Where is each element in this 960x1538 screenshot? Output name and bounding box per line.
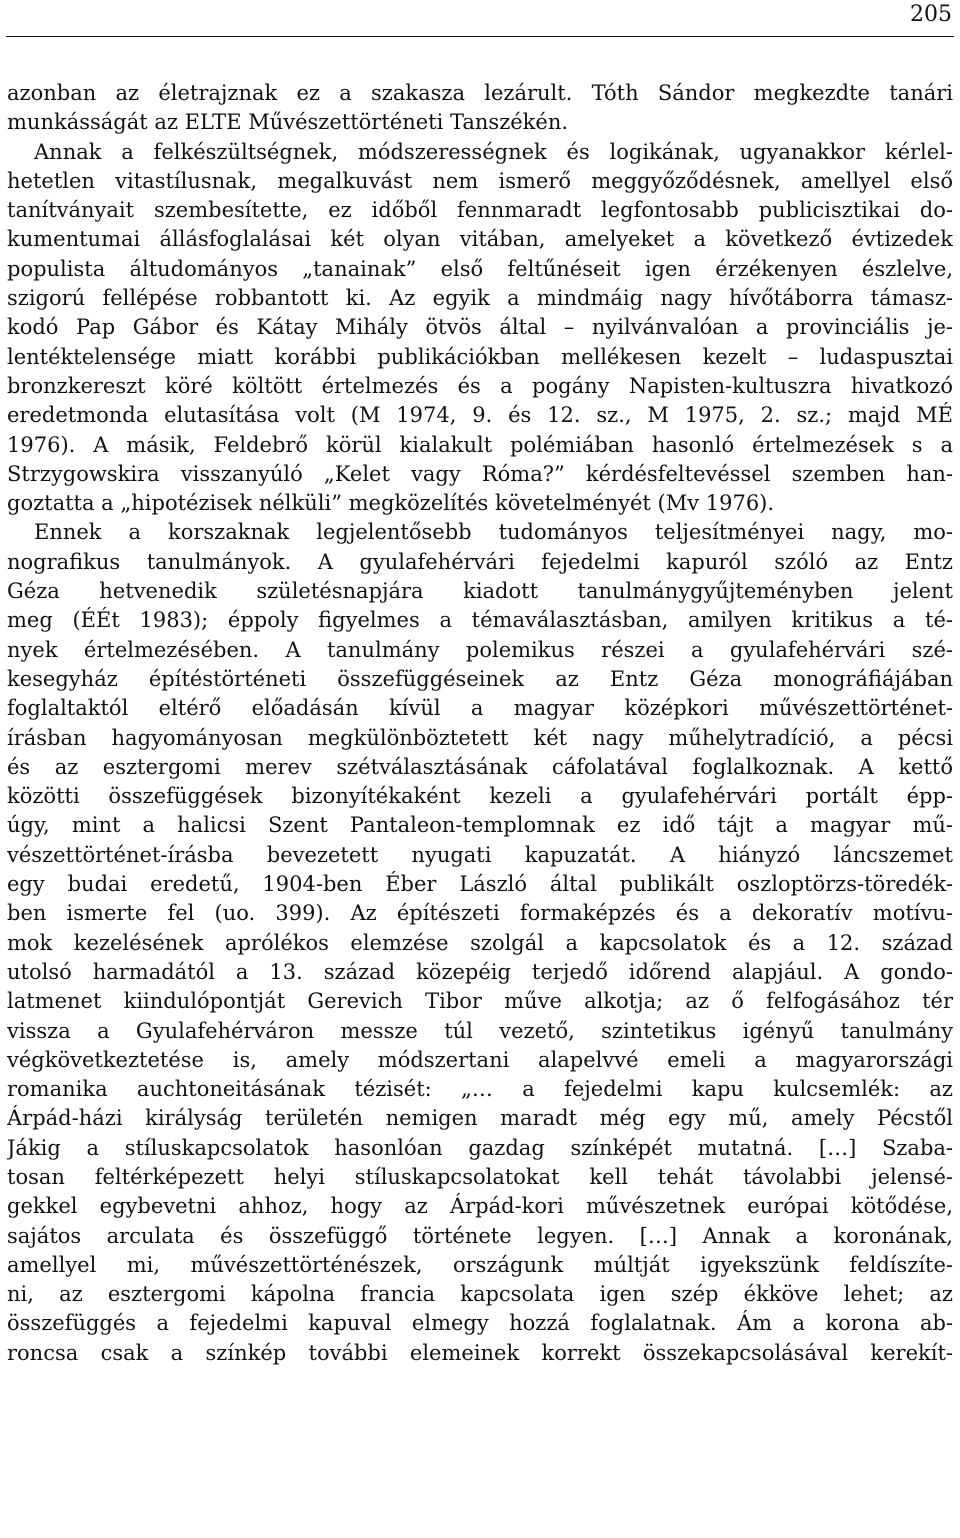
text-line: kodó Pap Gábor és Kátay Mihály ötvös által – nyilvánvalóan a provinciális je- [7, 315, 953, 340]
text-line: sajátos arculata és összefüggő története legyen. […] Annak a koronának, [7, 1223, 953, 1248]
text-line: egy budai eredetű, 1904-ben Éber László által publikált oszloptörzs-töredék- [7, 872, 953, 897]
text-line: tosan feltérképezett helyi stíluskapcsolatokat kell tehát távolabbi jelensé- [7, 1164, 953, 1189]
text-line: meg (ÉÉt 1983); éppoly figyelmes a témaválasztásban, amilyen kritikus a té- [7, 608, 953, 633]
text-line: ben ismerte fel (uo. 399). Az építészeti formaképzés és a dekoratív motívu- [7, 901, 953, 926]
text-line: nyek értelmezésében. A tanulmány polemikus részei a gyulafehérvári szé- [7, 637, 953, 662]
text-line: összefüggés a fejedelmi kapuval elmegy hozzá foglalatnak. Ám a korona ab- [7, 1311, 953, 1336]
text-line: Géza hetvenedik születésnapjára kiadott tanulmánygyűjteményben jelent [7, 579, 953, 604]
text-line: gekkel egybevetni ahhoz, hogy az Árpád-kori művészetnek európai kötődése, [7, 1194, 953, 1219]
text-line: vissza a Gyulafehérváron messze túl vezető, szintetikus igényű tanulmány [7, 1018, 953, 1043]
text-line: Ennek a korszaknak legjelentősebb tudományos teljesítményei nagy, mo- [34, 520, 953, 545]
text-line: végkövetkeztetése is, amely módszertani alapelvvé emeli a magyarországi [7, 1047, 953, 1072]
text-line: Annak a felkészültségnek, módszerességnek és logikának, ugyanakkor kérlel- [34, 139, 953, 164]
text-line: írásban hagyományosan megkülönböztetett két nagy műhelytradíció, a pécsi [7, 725, 953, 750]
text-line: kumentumai állásfoglalásai két olyan vitában, amelyeket a következő évtizedek [7, 227, 953, 252]
header-rule [6, 36, 954, 37]
page-number: 205 [910, 2, 952, 27]
text-line: Strzygowskira visszanyúló „Kelet vagy Róma?” kérdésfeltevéssel szemben han- [7, 461, 953, 486]
text-line: foglaltaktól eltérő előadásán kívül a magyar középkori művészettörténet- [7, 696, 953, 721]
text-line: roncsa csak a színkép további elemeinek korrekt összekapcsolásával kerekít- [7, 1340, 953, 1365]
text-line: vészettörténet-írásba bevezetett nyugati kapuzatát. A hiányzó láncszemet [7, 842, 953, 867]
text-line: úgy, mint a halicsi Szent Pantaleon-templomnak ez idő tájt a magyar mű- [7, 813, 953, 838]
text-line: mok kezelésének aprólékos elemzése szolgál a kapcsolatok és a 12. század [7, 930, 953, 955]
body-text [7, 79, 953, 1368]
text-line: szigorú fellépése robbantott ki. Az egyik a mindmáig nagy hívőtáborra támasz- [7, 286, 953, 311]
text-line: Jákig a stíluskapcsolatok hasonlóan gazdag színképét mutatná. […] Szaba- [7, 1135, 953, 1160]
text-line: és az esztergomi merev szétválasztásának cáfolatával foglalkoznak. A kettő [7, 754, 953, 779]
text-line: közötti összefüggések bizonyítékaként kezeli a gyulafehérvári portált épp- [7, 784, 953, 809]
text-line: romanika auchtoneitásának tézisét: „… a fejedelmi kapu kulcsemlék: az [7, 1077, 953, 1102]
text-line: utolsó harmadától a 13. század közepéig terjedő időrend alapjául. A gondo- [7, 959, 953, 984]
text-line: latmenet kiindulópontját Gerevich Tibor műve alkotja; az ő felfogásához tér [7, 989, 953, 1014]
text-line: munkásságát az ELTE Művészettörténeti Tanszékén. [7, 110, 569, 135]
text-line: 1976). A másik, Feldebrő körül kialakult polémiában hasonló értelmezések s a [7, 432, 953, 457]
text-line: amellyel mi, művészettörténészek, országunk múltját igyekszünk feldíszíte- [7, 1252, 953, 1277]
text-line: Árpád-házi királyság területén nemigen maradt még egy mű, amely Pécstől [7, 1106, 953, 1131]
text-line: tanítványait szembesítette, ez időből fennmaradt legfontosabb publicisztikai do- [7, 198, 953, 223]
text-line: eredetmonda elutasítása volt (M 1974, 9. és 12. sz., M 1975, 2. sz.; majd MÉ [7, 403, 953, 428]
text-line: lentéktelensége miatt korábbi publikációkban mellékesen kezelt – ludaspusztai [7, 344, 953, 369]
text-line: azonban az életrajznak ez a szakasza lezárult. Tóth Sándor megkezdte tanári [7, 81, 953, 105]
text-line: populista áltudományos „tanainak” első feltűnéseit igen érzékenyen észlelve, [7, 256, 953, 281]
text-line: kesegyház építéstörténeti összefüggéseinek az Entz Géza monográfiájában [7, 666, 953, 691]
text-line: nografikus tanulmányok. A gyulafehérvári fejedelmi kapuról szóló az Entz [7, 549, 953, 574]
text-line: hetetlen vitastílusnak, megalkuvást nem ismerő meggyőződésnek, amellyel első [7, 168, 953, 193]
text-line: goztatta a „hipotézisek nélküli” megközelítés követelményét (Mv 1976). [7, 491, 775, 516]
text-line: ni, az esztergomi kápolna francia kapcsolata igen szép ékköve lehet; az [7, 1282, 953, 1307]
text-line: bronzkereszt köré költött értelmezés és a pogány Napisten-kultuszra hivatkozó [7, 373, 953, 398]
